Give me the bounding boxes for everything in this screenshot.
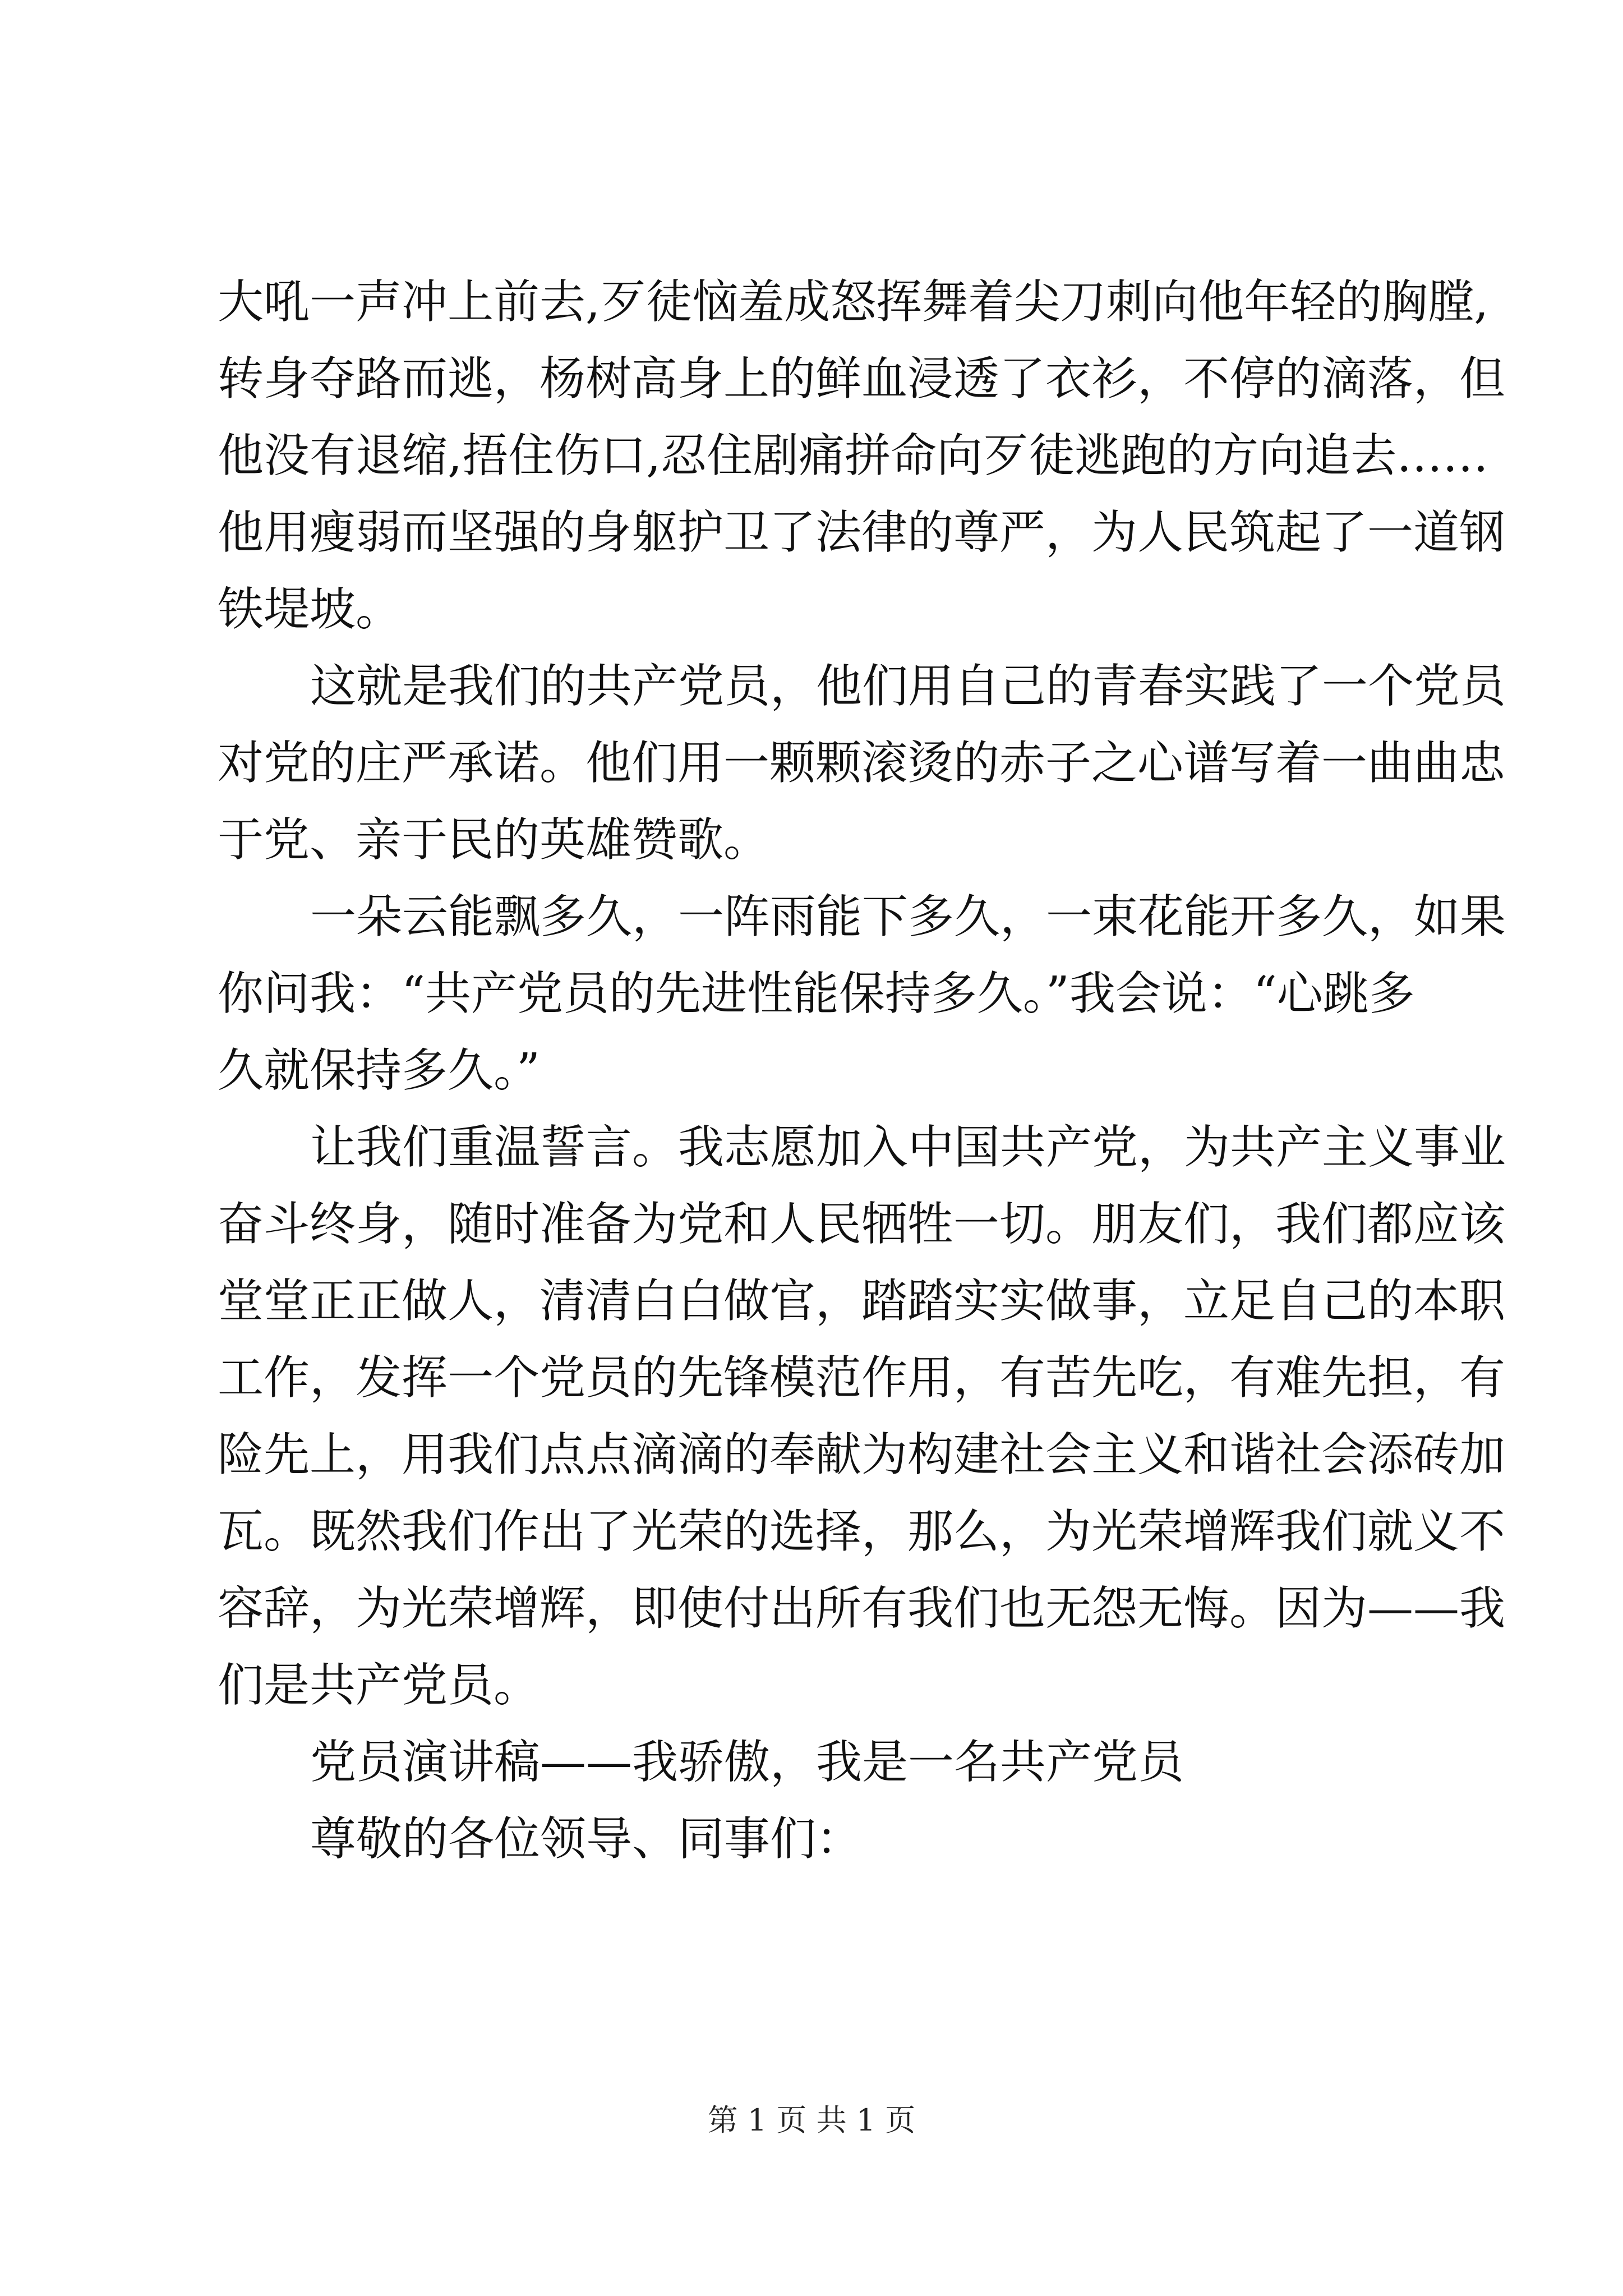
text-line: 于党、亲于民的英雄赞歌。 xyxy=(218,813,770,867)
text-line: 容辞，为光荣增辉，即使付出所有我们也无怨无悔。因为——我 xyxy=(218,1582,1506,1635)
salutation: 尊敬的各位领导、同事们： xyxy=(310,1812,863,1866)
text-line: 大吼一声冲上前去,歹徒恼羞成怒挥舞着尖刀刺向他年轻的胸膛, xyxy=(218,275,1489,329)
text-line: 他用瘦弱而坚强的身躯护卫了法律的尊严，为人民筑起了一道钢 xyxy=(218,506,1506,559)
text-line: 他没有退缩,捂住伤口,忍住剧痛拼命向歹徒逃跑的方向追去…… xyxy=(218,429,1489,482)
text-line: 险先上，用我们点点滴滴的奉献为构建社会主义和谐社会添砖加 xyxy=(218,1428,1506,1481)
paragraph-first-line: 让我们重温誓言。我志愿加入中国共产党，为共产主义事业 xyxy=(310,1121,1506,1174)
text-line: 你问我：“共产党员的先进性能保持多久。”我会说：“心跳多 xyxy=(218,967,1415,1020)
document-body xyxy=(218,264,1506,1878)
text-line: 们是共产党员。 xyxy=(218,1659,540,1712)
paragraph-first-line: 这就是我们的共产党员，他们用自己的青春实践了一个党员 xyxy=(310,660,1506,713)
text-line: 瓦。既然我们作出了光荣的选择，那么，为光荣增辉我们就义不 xyxy=(218,1505,1506,1558)
paragraph-first-line: 一朵云能飘多久，一阵雨能下多久，一束花能开多久，如果 xyxy=(310,890,1506,944)
text-line: 对党的庄严承诺。他们用一颗颗滚烫的赤子之心谱写着一曲曲忠 xyxy=(218,737,1506,790)
page-footer: 第 1 页 共 1 页 xyxy=(707,2102,916,2138)
text-line: 转身夺路而逃，杨树高身上的鲜血浸透了衣衫，不停的滴落，但 xyxy=(218,352,1506,406)
text-line: 工作，发挥一个党员的先锋模范作用，有苦先吃，有难先担，有 xyxy=(218,1351,1506,1405)
text-line: 奋斗终身，随时准备为党和人民牺牲一切。朋友们，我们都应该 xyxy=(218,1198,1506,1251)
section-title: 党员演讲稿——我骄傲，我是一名共产党员 xyxy=(310,1736,1184,1789)
text-line: 久就保持多久。” xyxy=(218,1044,540,1097)
text-line: 铁堤坡。 xyxy=(218,583,402,636)
text-line: 堂堂正正做人，清清白白做官，踏踏实实做事，立足自己的本职 xyxy=(218,1274,1506,1328)
